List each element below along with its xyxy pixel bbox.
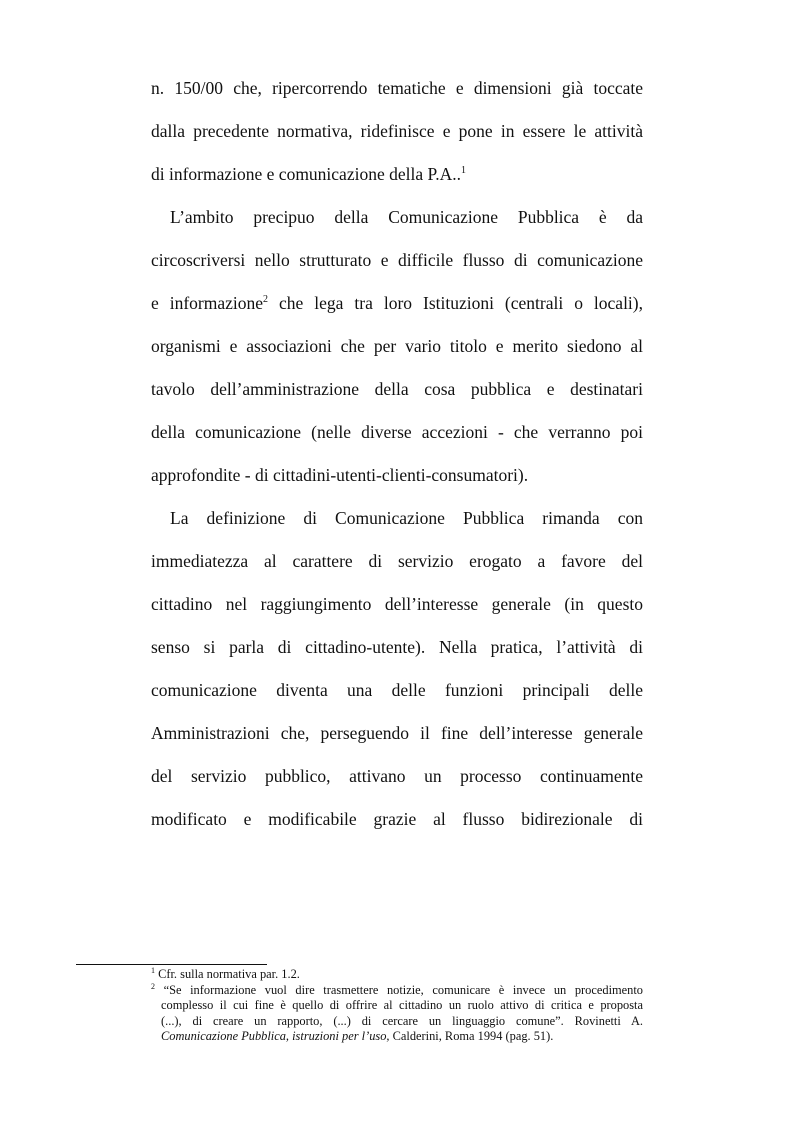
footnote-text: Cfr. sulla normativa par. 1.2. xyxy=(155,967,300,981)
text-span: di informazione e comunicazione della P.A.. xyxy=(151,164,462,184)
text-line: organismi e associazioni che per vario titolo e merito siedono al xyxy=(151,336,643,356)
text-line: n. 150/00 che, ripercorrendo tematiche e dimensioni già toccate xyxy=(151,78,643,98)
text-line: circoscriversi nello strutturato e difficile flusso di comunicazione xyxy=(151,250,643,270)
footnote-ref-1: 1 xyxy=(461,165,467,176)
text-line: modificato e modificabile grazie al flusso bidirezionale di xyxy=(151,809,643,829)
text-span: e informazione xyxy=(151,293,264,313)
citation-details: Calderini, Roma 1994 (pag. 51). xyxy=(389,1029,554,1043)
footnote-text: “Se informazione vuol dire trasmettere notizie, comunicare è invece un procedimento xyxy=(155,982,643,997)
body-text xyxy=(151,70,643,844)
text-line: comunicazione diventa una delle funzioni principali delle xyxy=(151,680,643,700)
footnote-marker: 2 xyxy=(151,981,155,991)
footnote-marker: 1 xyxy=(151,966,155,975)
text-line: Amministrazioni che, perseguendo il fine dell’interesse generale xyxy=(151,723,643,743)
text-line: La definizione di Comunicazione Pubblica rimanda con xyxy=(170,508,643,528)
footnote-line: (...), di creare un rapporto, (...) di cercare un linguaggio comune”. Rovinetti A. xyxy=(161,1013,643,1028)
text-line: immediatezza al carattere di servizio erogato a favore del xyxy=(151,551,643,571)
text-line xyxy=(151,285,643,328)
text-line: del servizio pubblico, attivano un processo continuamente xyxy=(151,766,643,786)
text-line: L’ambito precipuo della Comunicazione Pubblica è da xyxy=(170,207,643,227)
footnote-line xyxy=(151,1029,643,1045)
text-line: approfondite - di cittadini-utenti-clienti-consumatori). xyxy=(151,465,529,485)
footnote-1 xyxy=(151,967,643,983)
text-line: della comunicazione (nelle diverse accezioni - che verranno poi xyxy=(151,422,643,442)
text-line: cittadino nel raggiungimento dell’interesse generale (in questo xyxy=(151,594,643,614)
text-line: senso si parla di cittadino-utente). Nella pratica, l’attività di xyxy=(151,637,643,657)
text-line: dalla precedente normativa, ridefinisce e pone in essere le attività xyxy=(151,121,643,141)
text-line xyxy=(151,156,643,199)
footnote-ref-2: 2 xyxy=(263,294,269,305)
footnote-line: complesso il cui fine è quello di offrire al cittadino un ruolo attivo di critica e proposta xyxy=(161,998,643,1012)
footnote-2 xyxy=(151,983,643,999)
citation-title: Comunicazione Pubblica, istruzioni per l’uso, xyxy=(161,1029,390,1043)
footnotes xyxy=(151,967,643,1045)
text-span: che lega tra loro Istituzioni (centrali o locali), xyxy=(268,293,643,313)
footnote-separator xyxy=(76,964,267,965)
text-line: tavolo dell’amministrazione della cosa pubblica e destinatari xyxy=(151,379,643,399)
